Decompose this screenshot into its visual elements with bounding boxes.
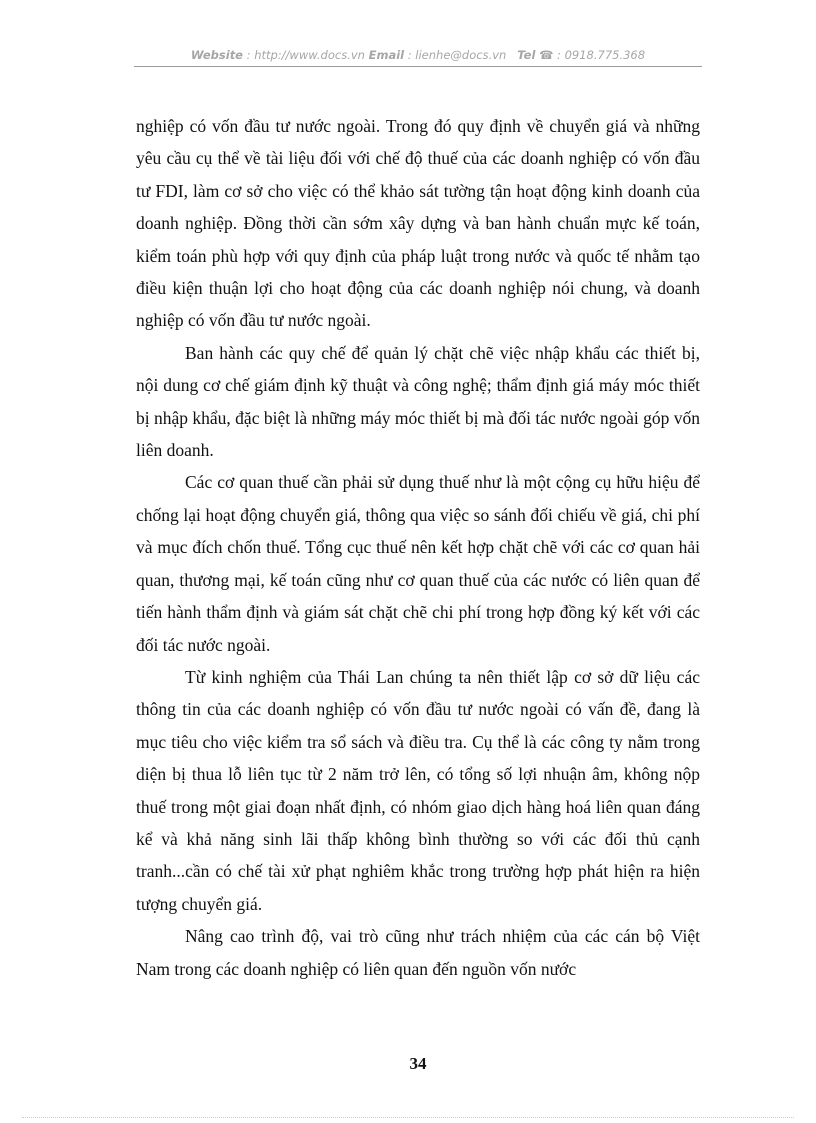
tel-value: 0918.775.368 bbox=[564, 48, 646, 62]
header-divider bbox=[134, 66, 702, 67]
paragraph-4: Từ kinh nghiệm của Thái Lan chúng ta nên thiết lập cơ sở dữ liệu các thông tin của các doanh nghiệp có vốn đầu tư nước ngoài có vấn đề, đang là mục tiêu cho việc kiểm tra sổ sách và điều tra. Cụ thể là các công ty nằm trong diện bị thua lỗ liên tục từ 2 năm trở lên, có tổng số lợi nhuận âm, không nộp thuế trong một giai đoạn nhất định, có nhóm giao dịch hàng hoá liên quan đáng kể và khả năng sinh lãi thấp không bình thường so với các đối thủ cạnh tranh...cần có chế tài xử phạt nghiêm khắc trong trường hợp phát hiện ra hiện tượng chuyển giá. bbox=[136, 666, 700, 914]
paragraph-2: Ban hành các quy chế để quản lý chặt chẽ việc nhập khẩu các thiết bị, nội dung cơ chế giám định kỹ thuật và công nghệ; thẩm định giá máy móc thiết bị nhập khẩu, đặc biệt là những máy móc thiết bị mà đối tác nước ngoài góp vốn liên doanh. bbox=[136, 342, 700, 461]
tel-separator: : bbox=[553, 48, 565, 62]
website-url[interactable]: http://www.docs.vn bbox=[254, 48, 365, 62]
paragraph-1: nghiệp có vốn đầu tư nước ngoài. Trong đó quy định về chuyển giá và những yêu cầu cụ thể về tài liệu đối với chế độ thuế của các doanh nghiệp có vốn đầu tư FDI, làm cơ sở cho việc có thể khảo sát tường tận hoạt động kinh doanh của doanh nghiệp. Đồng thời cần sớm xây dựng và ban hành chuẩn mực kế toán, kiểm toán phù hợp với quy định của pháp luật trong nước và quốc tế nhằm tạo điều kiện thuận lợi cho hoạt động của các doanh nghiệp nói chung, và doanh nghiệp có vốn đầu tư nước ngoài. bbox=[136, 116, 700, 331]
paragraph-3: Các cơ quan thuế cần phải sử dụng thuế như là một cộng cụ hữu hiệu để chống lại hoạt động chuyển giá, thông qua việc so sánh đối chiếu về giá, chi phí và mục đích chốn thuế. Tổng cục thuế nên kết hợp chặt chẽ với các cơ quan hải quan, thương mại, kế toán cũng như cơ quan thuế của các nước có liên quan để tiến hành thẩm định và giám sát chặt chẽ chi phí trong hợp đồng ký kết với các đối tác nước ngoài. bbox=[136, 472, 700, 655]
page-number: 34 bbox=[409, 1054, 427, 1073]
telephone-icon: ☎ bbox=[539, 48, 554, 62]
email-separator: : bbox=[404, 48, 416, 62]
tel-label: Tel bbox=[517, 48, 536, 62]
document-body bbox=[136, 110, 700, 985]
website-label: Website bbox=[190, 48, 243, 62]
page-header bbox=[134, 48, 702, 62]
email-label: Email bbox=[368, 48, 405, 62]
email-value[interactable]: lienhe@docs.vn bbox=[415, 48, 507, 62]
paragraph-5: Nâng cao trình độ, vai trò cũng như trách nhiệm của các cán bộ Việt Nam trong các doanh nghiệp có liên quan đến nguồn vốn nước bbox=[136, 926, 700, 979]
footer-divider bbox=[22, 1117, 794, 1118]
website-separator: : bbox=[243, 48, 255, 62]
